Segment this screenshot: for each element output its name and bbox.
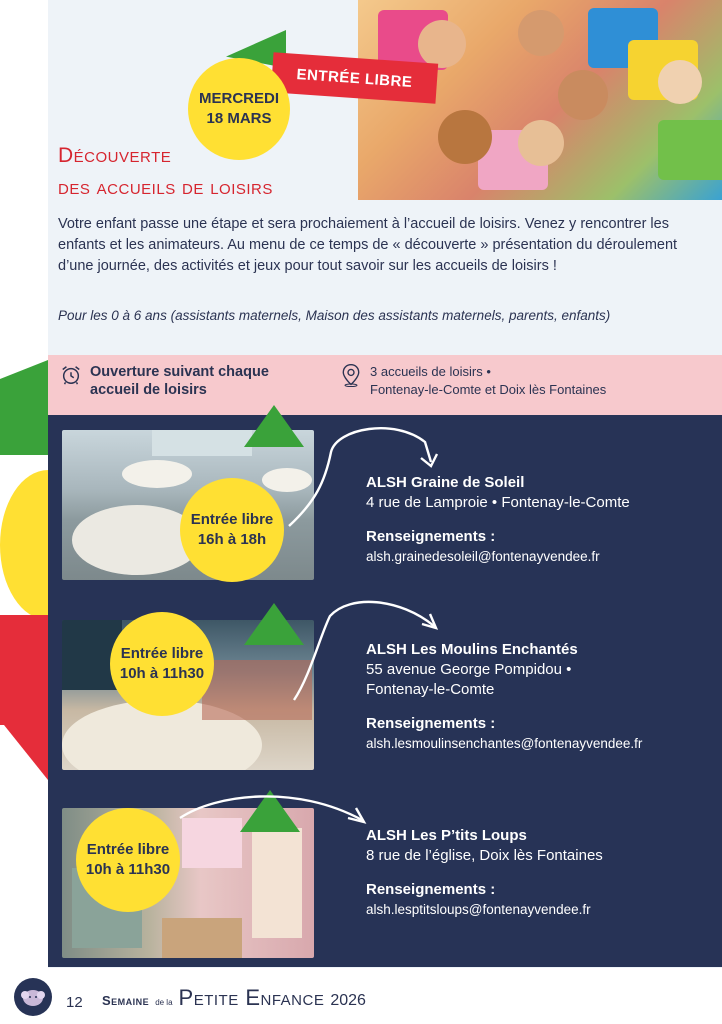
decor-red-triangle [0, 720, 48, 780]
logo-icon [14, 978, 52, 1016]
center3-info-label: Renseignements : [366, 881, 496, 898]
location-pin-icon [340, 363, 362, 387]
center3-name: ALSH Les P’tits Loups [366, 827, 527, 844]
audience-note: Pour les 0 à 6 ans (assistants maternels, Maison des assistants maternels, parents, enfants) [58, 308, 611, 323]
center3-info [366, 826, 603, 920]
date-weekday: MERCREDI [198, 90, 279, 107]
decor-green-shape [0, 360, 48, 455]
center3-badge-line2: 10h à 11h30 [85, 861, 171, 878]
center2-address-line2: Fontenay-le-Comte [366, 681, 495, 698]
location-info [340, 363, 606, 399]
elephant-icon [20, 986, 46, 1008]
center1-name: ALSH Graine de Soleil [366, 474, 525, 491]
page-number: 12 [66, 994, 83, 1011]
alarm-clock-icon [60, 363, 82, 387]
entree-libre-banner: ENTRÉE LIBRE [271, 52, 438, 103]
footer-title [102, 985, 366, 1011]
location-line1: 3 accueils de loisirs • [370, 364, 491, 379]
curved-arrow-icon [176, 788, 376, 838]
footer-title-semaine: Semaine [102, 993, 150, 1008]
curved-arrow-icon [285, 422, 445, 532]
opening-info [60, 363, 269, 399]
intro-paragraph: Votre enfant passe une étape et sera prochaiement à l’accueil de loisirs. Venez y rencontrer les enfants et les animateurs. Au menu de ce temps de « découverte » présentation du déroulement d’une journée, des activités et jeux pour tout savoir sur les accueils de loisirs ! [58, 216, 678, 274]
date-badge [188, 58, 290, 160]
center2-address-line1: 55 avenue George Pompidou • [366, 661, 572, 678]
center2-badge-line1: Entrée libre [120, 645, 204, 662]
center1-email[interactable]: alsh.grainedesoleil@fontenayvendee.fr [366, 549, 600, 564]
center2-info-label: Renseignements : [366, 715, 496, 732]
date-day: 18 MARS [206, 110, 272, 127]
center2-time-badge [110, 612, 214, 716]
decor-red-shape [0, 615, 48, 725]
curved-arrow-icon [290, 596, 450, 706]
center3-badge-line1: Entrée libre [86, 841, 170, 858]
center1-info-label: Renseignements : [366, 528, 496, 545]
opening-line2: accueil de loisirs [90, 382, 207, 398]
center3-email[interactable]: alsh.lesptitsloups@fontenayvendee.fr [366, 902, 591, 917]
decor-yellow-shape [0, 470, 48, 620]
center2-email[interactable]: alsh.lesmoulinsenchantes@fontenayvendee.fr [366, 736, 643, 751]
info-bar [48, 355, 722, 415]
center1-address: 4 rue de Lamproie • Fontenay-le-Comte [366, 494, 630, 511]
center3-address: 8 rue de l’église, Doix lès Fontaines [366, 847, 603, 864]
footer-title-petite-enfance: Petite Enfance [178, 985, 325, 1010]
center2-badge-line2: 10h à 11h30 [119, 665, 205, 682]
location-line2: Fontenay-le-Comte et Doix lès Fontaines [370, 382, 607, 397]
footer-title-year: 2026 [330, 992, 366, 1009]
center2-name: ALSH Les Moulins Enchantés [366, 641, 578, 658]
footer-title-de-la: de la [155, 998, 173, 1007]
center1-badge-line1: Entrée libre [190, 511, 274, 528]
page-title-line2: des accueils de loisirs [58, 176, 273, 199]
opening-line1: Ouverture suivant chaque [90, 364, 269, 380]
center1-badge-line2: 16h à 18h [197, 531, 267, 548]
center1-time-badge [180, 478, 284, 582]
page-title-line1: Découverte [58, 144, 172, 167]
center3-time-badge [76, 808, 180, 912]
